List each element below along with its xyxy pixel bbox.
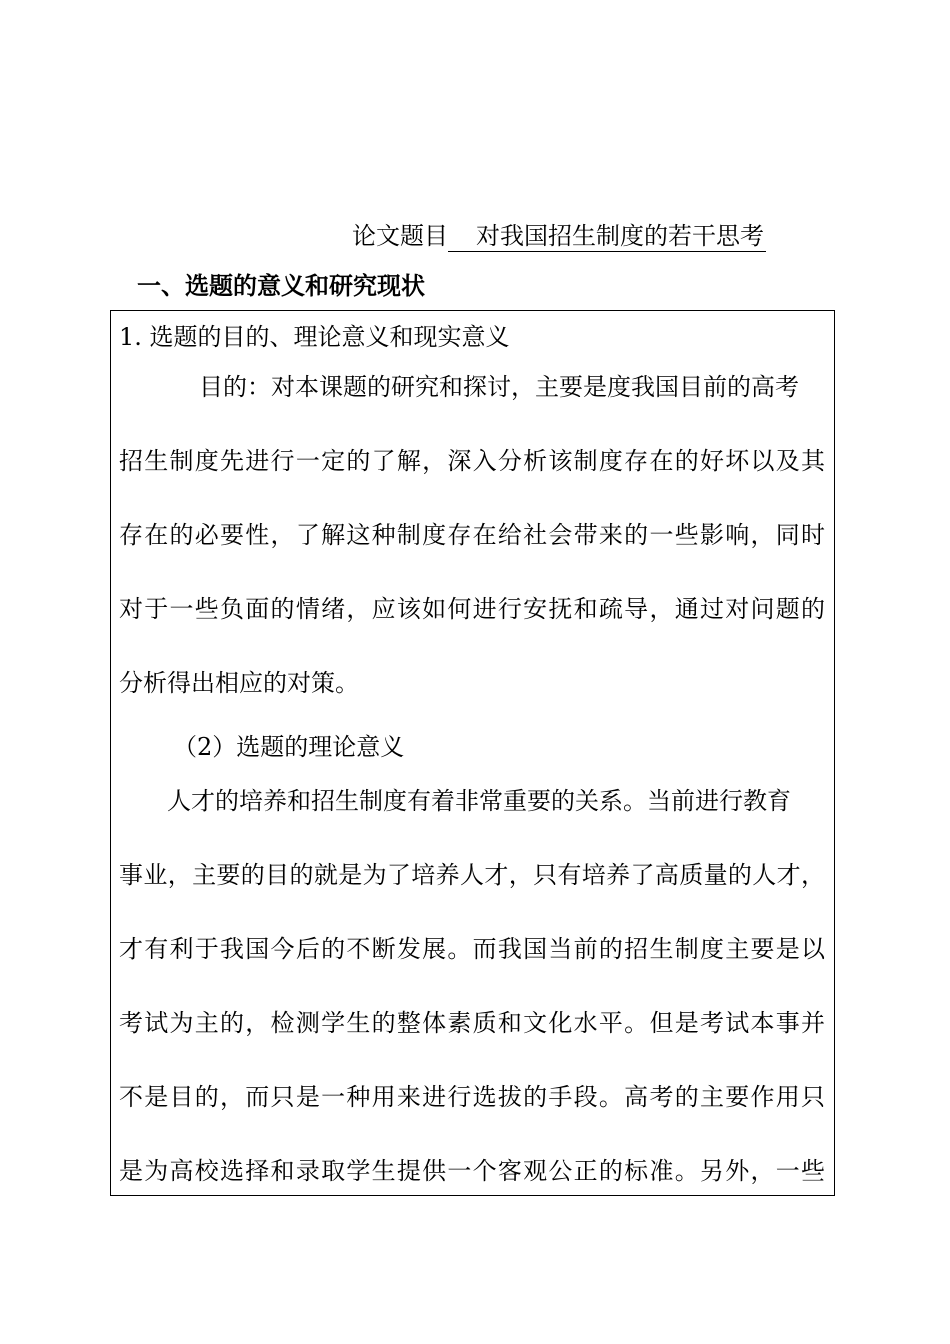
thesis-title-value: 对我国招生制度的若干思考 bbox=[448, 221, 766, 252]
content-box bbox=[110, 310, 835, 1196]
paragraph-line: 分析得出相应的对策。 bbox=[119, 669, 359, 697]
paragraph-line: 人才的培养和招生制度有着非常重要的关系。当前进行教育 bbox=[167, 787, 791, 815]
paragraph-line: 不是目的，而只是一种用来进行选拔的手段。高考的主要作用只 bbox=[119, 1083, 825, 1111]
thesis-title-row bbox=[352, 218, 792, 254]
paragraph-line: 考试为主的，检测学生的整体素质和文化水平。但是考试本事并 bbox=[119, 1009, 825, 1037]
paragraph-line: 对于一些负面的情绪，应该如何进行安抚和疏导，通过对问题的 bbox=[119, 595, 825, 623]
thesis-title-label: 论文题目 bbox=[352, 222, 448, 250]
paragraph-line: 是为高校选择和录取学生提供一个客观公正的标准。另外，一些 bbox=[119, 1157, 825, 1185]
subheading-purpose-significance: 1. 选题的目的、理论意义和现实意义 bbox=[119, 323, 510, 351]
paragraph-line: 招生制度先进行一定的了解，深入分析该制度存在的好坏以及其 bbox=[119, 447, 825, 475]
paragraph-line: 存在的必要性，了解这种制度存在给社会带来的一些影响，同时 bbox=[119, 521, 825, 549]
subheading-theory-significance: （2）选题的理论意义 bbox=[173, 733, 405, 761]
section-heading: 一、选题的意义和研究现状 bbox=[137, 271, 425, 300]
paragraph-line: 目的：对本课题的研究和探讨，主要是度我国目前的高考 bbox=[199, 373, 799, 401]
paragraph-line: 才有利于我国今后的不断发展。而我国当前的招生制度主要是以 bbox=[119, 935, 825, 963]
paragraph-line: 事业，主要的目的就是为了培养人才，只有培养了高质量的人才， bbox=[119, 861, 825, 889]
